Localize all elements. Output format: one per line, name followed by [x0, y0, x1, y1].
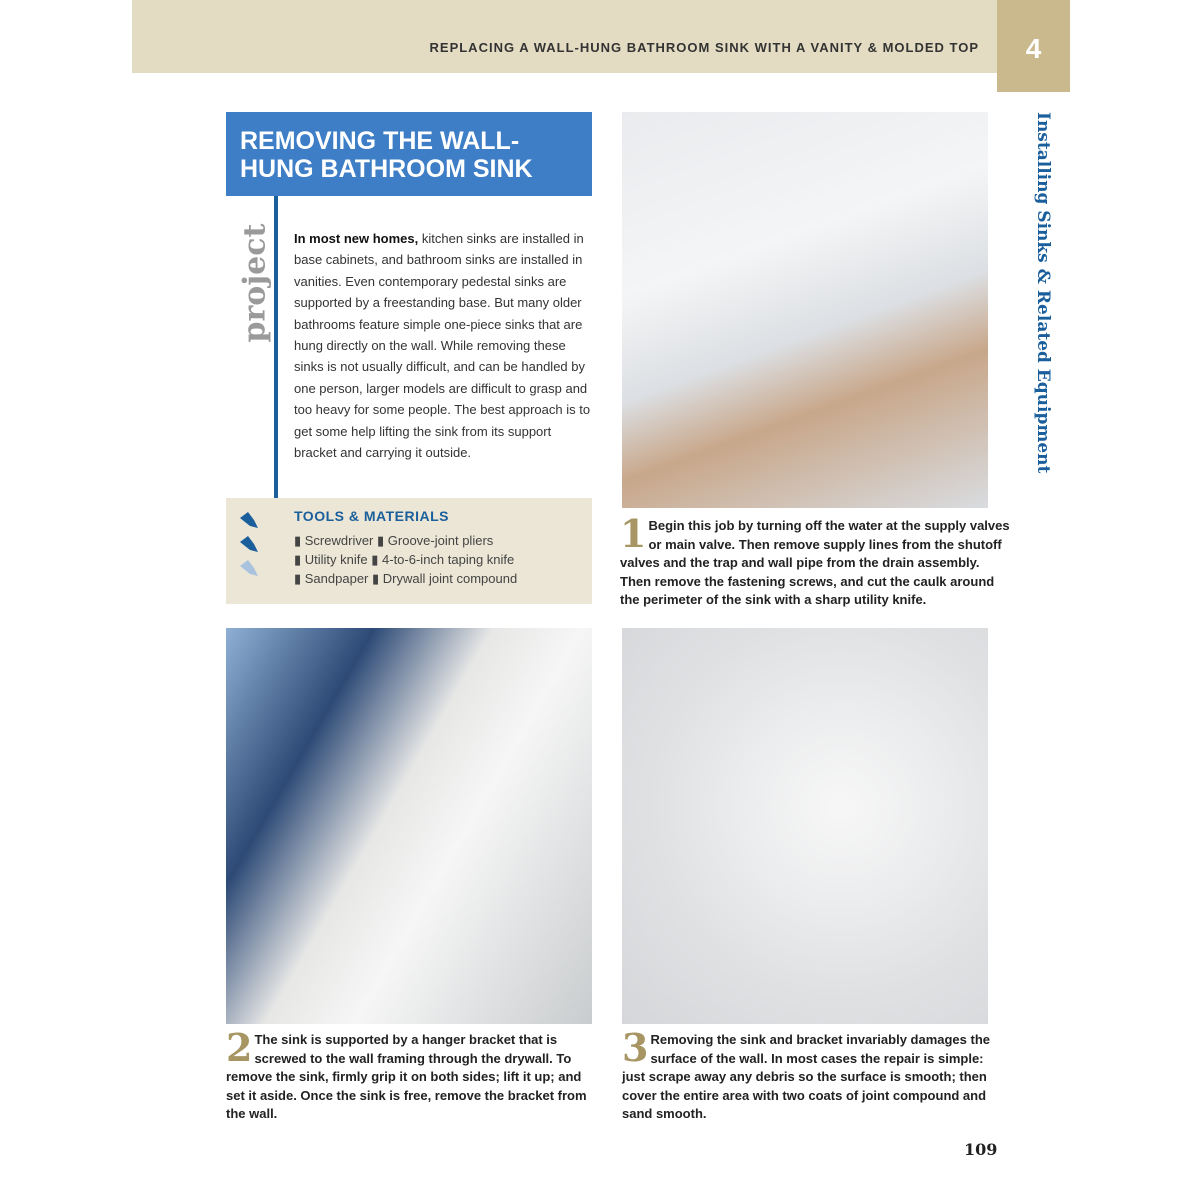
tools-materials-box — [226, 498, 592, 604]
tool-item: Utility knife — [304, 552, 368, 567]
step-text: Begin this job by turning off the water at the supply valves or main valve. Then remove supply lines from the shutoff valves and the trap and wall pipe from the drain assembly. Then remove the fastening screws, and cut the caulk around the perimeter of the sink with a sharp utility knife. — [620, 518, 1010, 607]
tool-item: 4-to-6-inch taping knife — [382, 552, 515, 567]
intro-text: kitchen sinks are installed in base cabinets, and bathroom sinks are installed in vanities. Even contemporary pedestal sinks are supported by a freestanding base. But many older bathrooms feature simple one-piece sinks that are hung directly on the wall. While removing these sinks is not usually difficult, and can be handled by one person, larger models are difficult to grasp and too heavy for some people. The best approach is to get some help lifting the sink from its support bracket and carrying it outside. — [294, 231, 591, 461]
tool-item: Screwdriver — [304, 533, 374, 548]
difficulty-bird-icon — [226, 498, 274, 604]
step-1-caption — [620, 511, 1012, 610]
step-number: 3 — [622, 1025, 649, 1070]
tools-row: ▮ Screwdriver ▮ Groove-joint pliers — [294, 533, 494, 548]
step-number: 2 — [226, 1025, 253, 1070]
step-1-photo — [622, 112, 988, 508]
step-3-caption — [622, 1025, 992, 1124]
chapter-number: 4 — [997, 0, 1070, 92]
step-number: 1 — [620, 511, 647, 556]
tool-item: Sandpaper — [304, 571, 369, 586]
step-3-photo — [622, 628, 988, 1024]
running-title: REPLACING A WALL-HUNG BATHROOM SINK WITH A VANITY & MOLDED TOP — [429, 40, 979, 55]
intro-paragraph — [294, 228, 594, 463]
project-title: REMOVING THE WALL-HUNG BATHROOM SINK — [226, 112, 592, 196]
tools-row: ▮ Sandpaper ▮ Drywall joint compound — [294, 571, 518, 586]
tool-item: Groove-joint pliers — [387, 533, 494, 548]
intro-lead: In most new homes, — [294, 231, 419, 246]
page-number: 109 — [964, 1140, 998, 1159]
tools-row: ▮ Utility knife ▮ 4-to-6-inch taping knife — [294, 552, 515, 567]
chapter-side-tab: Installing Sinks & Related Equipment — [1033, 112, 1053, 474]
tools-list — [294, 531, 517, 588]
step-2-photo — [226, 628, 592, 1024]
step-text: Removing the sink and bracket invariably damages the surface of the wall. In most cases the repair is simple: just scrape away any debris so the surface is smooth; then cover the entire area with two coats of joint compound and sand smooth. — [622, 1032, 991, 1121]
project-label: project — [237, 223, 273, 343]
step-2-caption — [226, 1025, 596, 1124]
step-text: The sink is supported by a hanger bracket that is screwed to the wall framing through the drywall. To remove the sink, firmly grip it on both sides; lift it up; and set it aside. Once the sink is free, remove the bracket from the wall. — [226, 1032, 587, 1121]
tools-heading: TOOLS & MATERIALS — [294, 508, 449, 524]
running-header — [132, 0, 997, 73]
tool-item: Drywall joint compound — [382, 571, 518, 586]
